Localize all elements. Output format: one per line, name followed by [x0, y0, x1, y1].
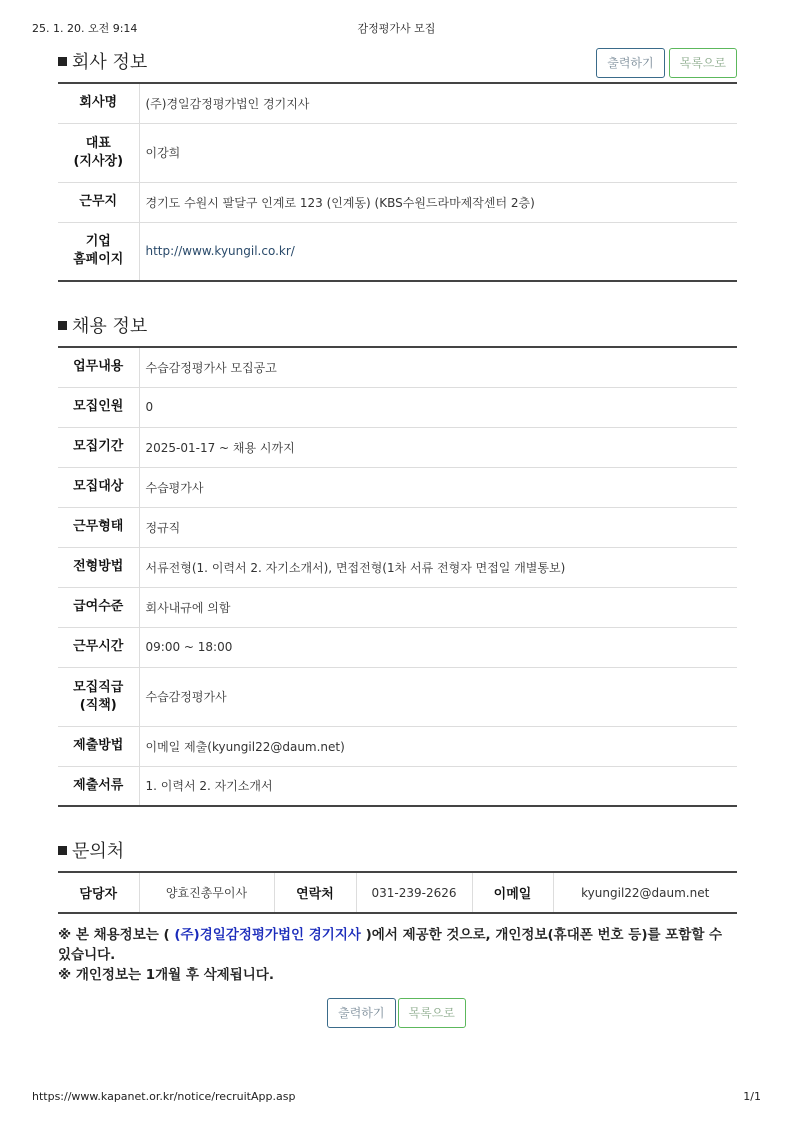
email-value: kyungil22@daum.net	[581, 885, 710, 900]
row-label: 전형방법	[58, 547, 139, 587]
email-label: 이메일	[472, 872, 553, 913]
top-button-group	[592, 48, 737, 78]
work-location-value: 경기도 수원시 팔달구 인계로 123 (인계동) (KBS수원드라마제작센터 2층)	[139, 182, 737, 222]
row-label: 모집기간	[58, 427, 139, 467]
row-value: 정규직	[139, 507, 737, 547]
print-button-bottom[interactable]: 출력하기	[327, 998, 395, 1028]
row-label: 회사명	[58, 83, 139, 123]
row-label: 근무시간	[58, 627, 139, 667]
row-label: 제출서류	[58, 766, 139, 806]
list-button[interactable]: 목록으로	[669, 48, 737, 78]
row-value: 수습감정평가사 모집공고	[139, 347, 737, 387]
list-button-bottom[interactable]: 목록으로	[398, 998, 466, 1028]
recruit-section-title: 채용 정보	[58, 312, 147, 338]
table-row	[58, 83, 737, 123]
company-section-title: 회사 정보	[58, 48, 147, 74]
table-row	[58, 667, 737, 726]
row-value: 1. 이력서 2. 자기소개서	[145, 779, 273, 794]
table-row	[58, 123, 737, 182]
table-row	[58, 427, 737, 467]
recruit-section-header	[58, 308, 737, 346]
row-value: 0	[139, 387, 737, 427]
table-row	[58, 387, 737, 427]
table-row	[58, 766, 737, 806]
notice-company-name: (주)경일감정평가법인 경기지사	[174, 927, 361, 943]
recruit-info-table	[58, 346, 737, 807]
row-label: 급여수준	[58, 587, 139, 627]
table-row	[58, 726, 737, 766]
manager-label: 담당자	[58, 872, 139, 913]
row-label: 대표 (지사장)	[58, 123, 139, 182]
table-row	[58, 587, 737, 627]
row-label: 업무내용	[58, 347, 139, 387]
table-row	[58, 547, 737, 587]
privacy-notice	[58, 925, 737, 985]
row-label: 근무형태	[58, 507, 139, 547]
representative-value: 이강희	[139, 123, 737, 182]
row-value: 서류전형(1. 이력서 2. 자기소개서), 면접전형(1차 서류 전형자 면접일 개별통보)	[139, 547, 737, 587]
row-label: 제출방법	[58, 726, 139, 766]
print-title: 감정평가사 모집	[357, 22, 436, 35]
company-section-header	[58, 44, 737, 82]
row-value: 수습감정평가사	[139, 667, 737, 726]
notice-line-2: ※ 개인정보는 1개월 후 삭제됩니다.	[58, 967, 274, 983]
footer-page-number: 1/1	[743, 1090, 761, 1103]
table-row	[58, 507, 737, 547]
row-label: 모집인원	[58, 387, 139, 427]
company-info-table	[58, 82, 737, 282]
footer-url: https://www.kapanet.or.kr/notice/recruitApp.asp	[32, 1090, 296, 1103]
row-value: 2025-01-17 ~ 채용 시까지	[139, 427, 737, 467]
row-value: 수습평가사	[139, 467, 737, 507]
phone-value: 031-239-2626	[356, 872, 472, 913]
row-label: 모집직급 (직책)	[58, 667, 139, 726]
row-value: 이메일 제출(kyungil22@daum.net)	[139, 726, 737, 766]
phone-label: 연락처	[274, 872, 356, 913]
row-value: 09:00 ~ 18:00	[139, 627, 737, 667]
square-bullet-icon	[58, 846, 67, 855]
contact-section-title: 문의처	[58, 837, 124, 863]
print-button[interactable]: 출력하기	[596, 48, 664, 78]
row-label: 모집대상	[58, 467, 139, 507]
bottom-button-group	[0, 998, 793, 1028]
print-header	[32, 20, 761, 36]
manager-value: 양효진총무이사	[139, 872, 274, 913]
table-row	[58, 467, 737, 507]
print-footer	[32, 1090, 761, 1106]
table-row	[58, 872, 737, 913]
contact-table	[58, 871, 737, 914]
table-row	[58, 182, 737, 222]
company-name-value: (주)경일감정평가법인 경기지사	[139, 83, 737, 123]
table-row	[58, 222, 737, 281]
table-row	[58, 347, 737, 387]
main-content	[58, 44, 737, 985]
print-date: 25. 1. 20. 오전 9:14	[32, 22, 138, 35]
contact-section-header	[58, 833, 737, 871]
table-row	[58, 627, 737, 667]
row-label: 근무지	[58, 182, 139, 222]
square-bullet-icon	[58, 321, 67, 330]
row-label: 기업 홈페이지	[58, 222, 139, 281]
row-value: 회사내규에 의함	[139, 587, 737, 627]
square-bullet-icon	[58, 57, 67, 66]
homepage-link[interactable]: http://www.kyungil.co.kr/	[145, 244, 295, 259]
notice-line-1: ※ 본 채용정보는 ( (주)경일감정평가법인 경기지사 )에서 제공한 것으로, 개인정보(휴대폰 번호 등)를 포함할 수 있습니다.	[58, 927, 723, 963]
